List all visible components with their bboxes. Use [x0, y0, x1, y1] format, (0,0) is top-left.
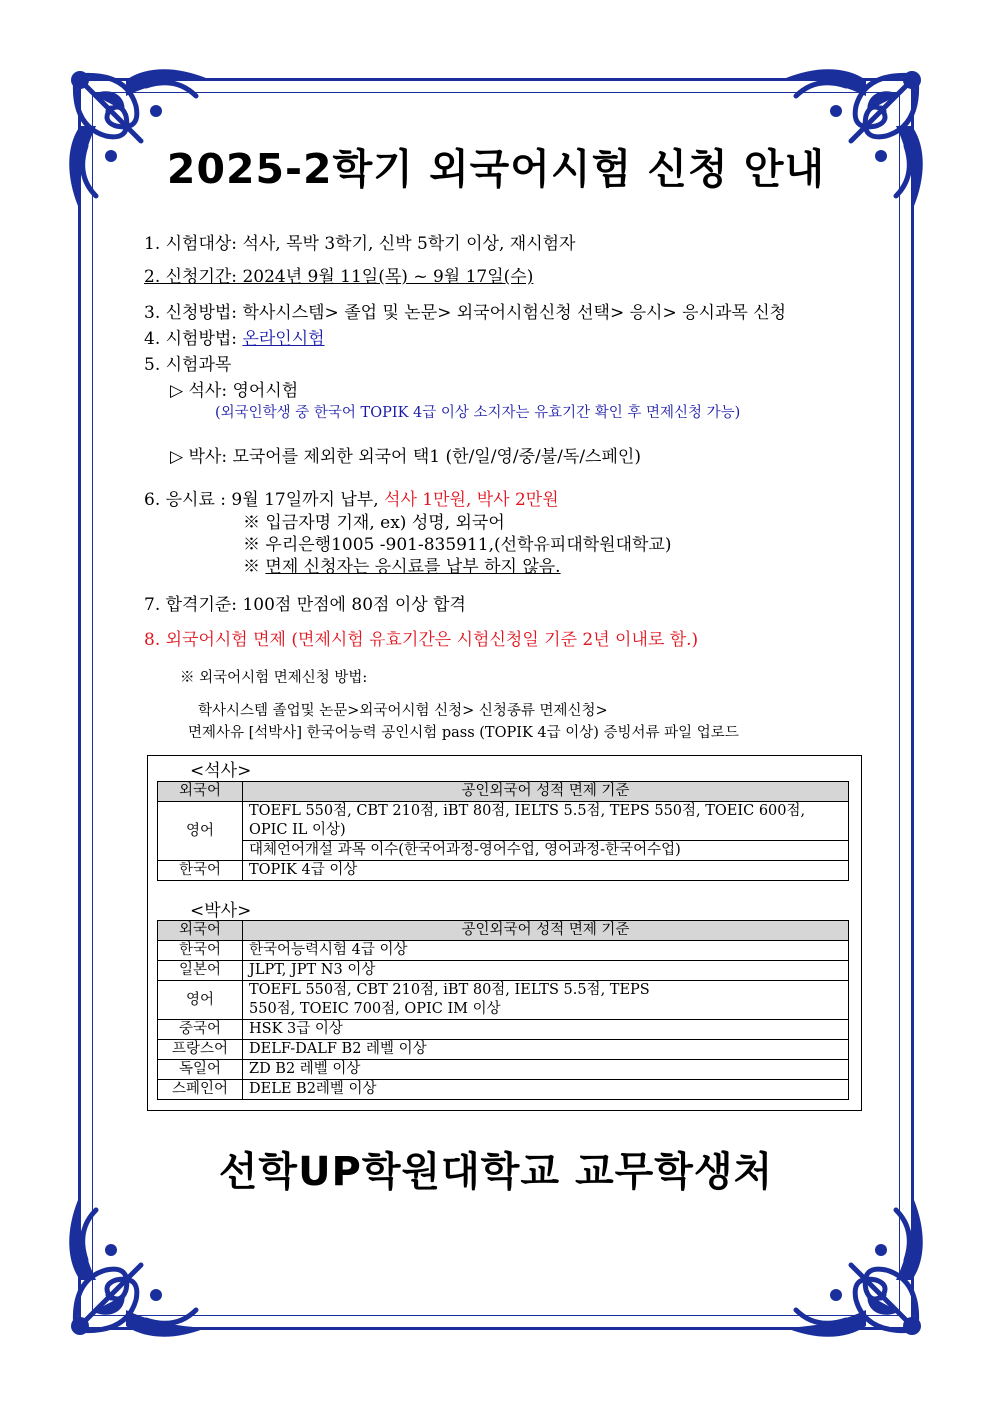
table-row — [158, 961, 849, 981]
page-title: 2025-2학기 외국어시험 신청 안내 — [166, 145, 826, 193]
fee-note-account: ※ 우리은행1005 -901-835911,(선학유피대학원대학교) — [243, 535, 672, 555]
item-exemption-note: (면제시험 유효기간은 시험신청일 기준 2년 이내로 함.) — [291, 630, 699, 650]
doctoral-criteria: DELF-DALF B2 레벨 이상 — [243, 1040, 849, 1060]
table-row — [158, 1040, 849, 1060]
doctoral-col-criteria: 공인외국어 성적 면제 기준 — [243, 921, 849, 941]
table-row — [158, 861, 849, 881]
subject-doctoral: ▷ 박사: 모국어를 제외한 외국어 택1 (한/일/영/중/불/독/스페인) — [170, 447, 641, 467]
masters-header-row — [158, 782, 849, 802]
table-row — [158, 802, 849, 841]
table-row — [158, 1020, 849, 1040]
fee-note-exempt-text: 면제 신청자는 응시료를 납부 하지 않음. — [265, 557, 561, 577]
item-period: 2. 신청기간: 2024년 9월 11일(목) ~ 9월 17일(수) — [144, 267, 534, 287]
item-pass-criteria: 7. 합격기준: 100점 만점에 80점 이상 합격 — [144, 595, 466, 615]
table-row — [158, 841, 849, 861]
doctoral-criteria: DELE B2레벨 이상 — [243, 1080, 849, 1100]
doctoral-criteria: HSK 3급 이상 — [243, 1020, 849, 1040]
doctoral-lang: 영어 — [158, 981, 243, 1020]
item-exam-method-label: 4. 시험방법: — [144, 329, 243, 349]
masters-col-lang: 외국어 — [158, 782, 243, 802]
item-exam-method — [144, 328, 325, 350]
doctoral-lang: 스페인어 — [158, 1080, 243, 1100]
doctoral-criteria: JLPT, JPT N3 이상 — [243, 961, 849, 981]
item-method: 3. 신청방법: 학사시스템> 졸업 및 논문> 외국어시험신청 선택> 응시> 응시과목 신청 — [144, 303, 787, 323]
doctoral-header-row — [158, 921, 849, 941]
masters-heading: <석사> — [190, 761, 252, 781]
table-row — [158, 941, 849, 961]
item-fee — [144, 489, 559, 511]
doctoral-lang: 일본어 — [158, 961, 243, 981]
table-row — [158, 1060, 849, 1080]
masters-criteria-english-course: 대체언어개설 과목 이수(한국어과정-영어수업, 영어과정-한국어수업) — [243, 841, 849, 861]
doctoral-criteria: ZD B2 레벨 이상 — [243, 1060, 849, 1080]
masters-table — [157, 781, 849, 881]
subject-masters-note: (외국인학생 중 한국어 TOPIK 4급 이상 소지자는 유효기간 확인 후 면제신청 가능) — [215, 405, 741, 421]
masters-lang-korean: 한국어 — [158, 861, 243, 881]
ornament-corner-bottom-left — [66, 1190, 216, 1340]
doctoral-criteria: 한국어능력시험 4급 이상 — [243, 941, 849, 961]
exemption-method-heading: ※ 외국어시험 면제신청 방법: — [180, 670, 368, 686]
subject-masters: ▷ 석사: 영어시험 — [170, 381, 299, 401]
online-exam-link[interactable]: 온라인시험 — [242, 329, 325, 349]
masters-lang-english: 영어 — [158, 802, 243, 861]
doctoral-col-lang: 외국어 — [158, 921, 243, 941]
table-row — [158, 1080, 849, 1100]
table-row — [158, 981, 849, 1020]
doctoral-lang: 프랑스어 — [158, 1040, 243, 1060]
fee-note-exempt — [243, 556, 561, 578]
doctoral-heading: <박사> — [190, 901, 252, 921]
doctoral-table — [157, 920, 849, 1100]
masters-criteria-korean: TOPIK 4급 이상 — [243, 861, 849, 881]
doctoral-lang: 한국어 — [158, 941, 243, 961]
issuer-footer: 선학UP학원대학교 교무학생처 — [218, 1149, 774, 1195]
fee-note-exempt-mark: ※ — [243, 557, 266, 577]
exemption-method-step2: 면제사유 [석박사] 한국어능력 공인시험 pass (TOPIK 4급 이상) 증빙서류 파일 업로드 — [188, 725, 739, 741]
fee-note-depositor: ※ 입금자명 기재, ex) 성명, 외국어 — [243, 513, 505, 533]
item-subjects: 5. 시험과목 — [144, 355, 232, 375]
doctoral-lang: 독일어 — [158, 1060, 243, 1080]
item-fee-amount: 석사 1만원, 박사 2만원 — [384, 490, 559, 510]
ornament-corner-bottom-right — [776, 1190, 926, 1340]
item-target: 1. 시험대상: 석사, 목박 3학기, 신박 5학기 이상, 재시험자 — [144, 234, 576, 254]
item-exemption-label: 8. 외국어시험 면제 — [144, 630, 292, 650]
item-fee-label: 6. 응시료 : 9월 17일까지 납부, — [144, 490, 385, 510]
doctoral-criteria: TOEFL 550점, CBT 210점, iBT 80점, IELTS 5.5점, TEPS 550점, TOEIC 700점, OPIC IM 이상 — [243, 981, 849, 1020]
item-exemption — [144, 629, 698, 651]
exemption-method-step1: 학사시스템 졸업및 논문>외국어시험 신청> 신청종류 면제신청> — [198, 703, 608, 719]
masters-col-criteria: 공인외국어 성적 면제 기준 — [243, 782, 849, 802]
doctoral-lang: 중국어 — [158, 1020, 243, 1040]
masters-criteria-english-scores: TOEFL 550점, CBT 210점, iBT 80점, IELTS 5.5점, TEPS 550점, TOEIC 600점, OPIC IL 이상) — [243, 802, 849, 841]
